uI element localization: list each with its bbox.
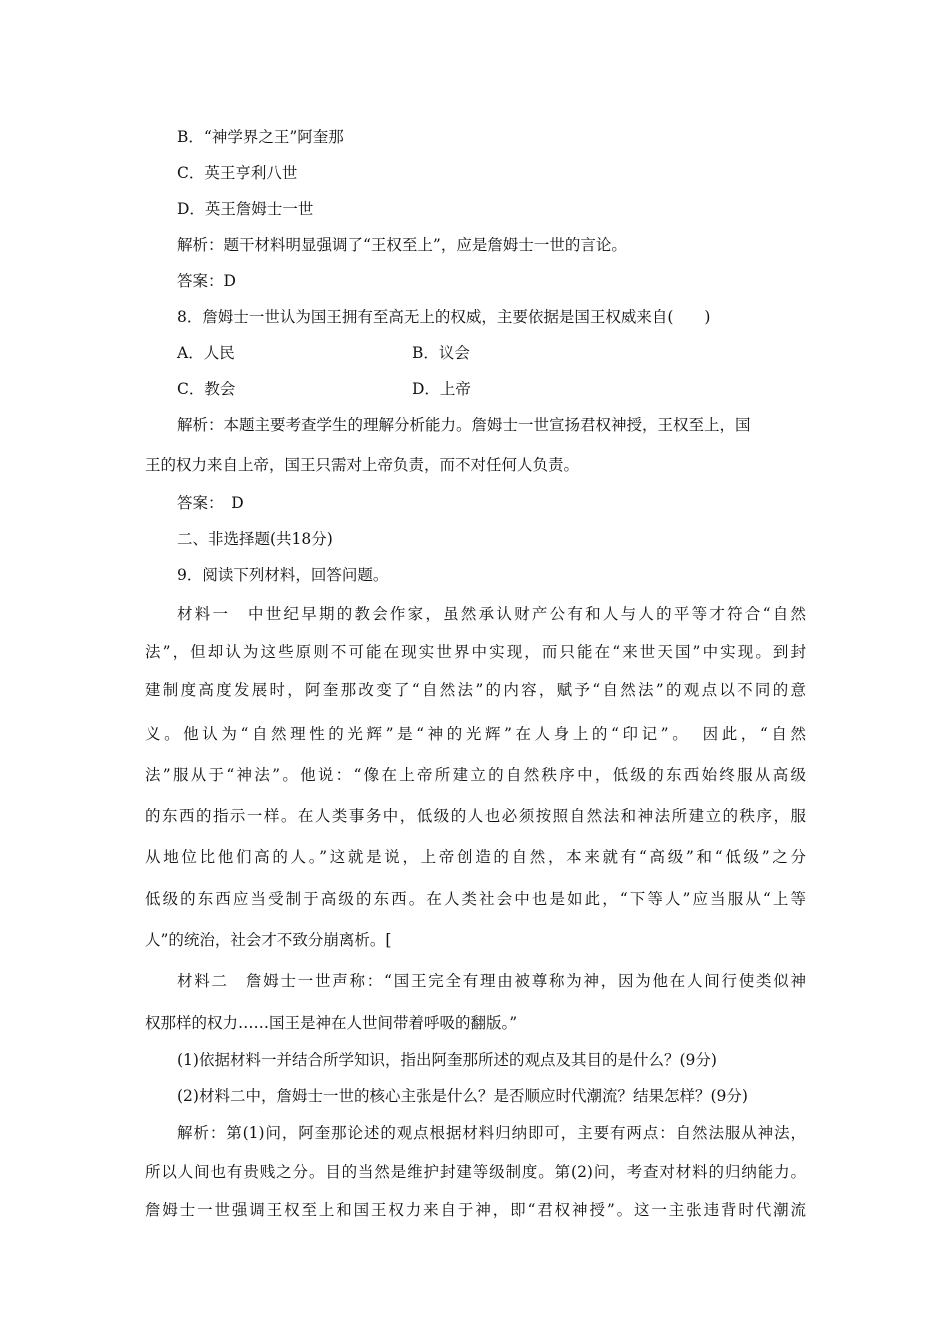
q8-analysis-line: 王的权力来自上帝，国王只需对上帝负责，而不对任何人负责。 xyxy=(145,456,580,474)
q7-analysis: 解析：题干材料明显强调了“王权至上”，应是詹姆士一世的言论。 xyxy=(177,236,627,254)
material1-line: 建制度高度发展时，阿奎那改变了“自然法”的内容，赋予“自然法”的观点以不同的意 xyxy=(145,681,806,699)
material1-line: 材料一 中世纪早期的教会作家，虽然承认财产公有和人与人的平等才符合“自然 xyxy=(177,605,806,623)
q8-option-d: D．上帝 xyxy=(412,380,471,398)
material1-line: 人”的统治，社会才不致分崩离析。[ xyxy=(145,931,392,949)
q8-option-c: C．教会 xyxy=(177,380,236,398)
q9-analysis-line: 所以人间也有贵贱之分。目的当然是维护封建等级制度。第(2)问，考查对材料的归纳能力。 xyxy=(145,1163,806,1181)
material2-line: 材料二 詹姆士一世声称：“国王完全有理由被尊称为神，因为他在人间行使类似神 xyxy=(177,972,806,990)
material2-line: 权那样的权力……国王是神在人世间带着呼吸的翻版。” xyxy=(145,1014,518,1032)
q7-option-c: C．英王亨利八世 xyxy=(177,164,298,182)
section-title: 二、非选择题(共18分) xyxy=(177,530,333,548)
q8-option-b: B．议会 xyxy=(412,344,470,362)
q9-analysis-line: 解析：第(1)问，阿奎那论述的观点根据材料归纳即可，主要有两点：自然法服从神法， xyxy=(177,1124,806,1142)
q9-analysis-line: 詹姆士一世强调王权至上和国王权力来自于神，即“君权神授”。这一主张违背时代潮流 xyxy=(145,1201,806,1219)
q9-sub-question-2: (2)材料二中，詹姆士一世的核心主张是什么？是否顺应时代潮流？结果怎样？(9分) xyxy=(177,1087,748,1105)
material1-line: 的东西的指示一样。在人类事务中，低级的人也必须按照自然法和神法所建立的秩序，服 xyxy=(145,807,806,825)
material1-line: 法”服从于“神法”。他说：“像在上帝所建立的自然秩序中，低级的东西始终服从高级 xyxy=(145,766,806,784)
q7-answer: 答案：D xyxy=(177,272,236,290)
q9-sub-question-1: (1)依据材料一并结合所学知识，指出阿奎那所述的观点及其目的是什么？(9分) xyxy=(177,1051,717,1069)
material1-line: 从地位比他们高的人。”这就是说，上帝创造的自然，本来就有“高级”和“低级”之分 xyxy=(145,848,806,866)
q7-option-b: B．“神学界之王”阿奎那 xyxy=(177,128,344,146)
material1-line: 低级的东西应当受制于高级的东西。在人类社会中也是如此，“下等人”应当服从“上等 xyxy=(145,890,806,908)
material1-line: 法”，但却认为这些原则不可能在现实世界中实现，而只能在“来世天国”中实现。到封 xyxy=(145,643,806,661)
q8-answer: 答案： D xyxy=(177,494,244,512)
q9-title: 9．阅读下列材料，回答问题。 xyxy=(177,566,389,584)
q8-analysis-line: 解析：本题主要考查学生的理解分析能力。詹姆士一世宣扬君权神授，王权至上，国 xyxy=(177,416,751,434)
q7-option-d: D．英王詹姆士一世 xyxy=(177,200,314,218)
q8-option-a: A．人民 xyxy=(177,344,235,362)
material1-line: 义。他认为“自然理性的光辉”是“神的光辉”在人身上的“印记”。 因此，“自然 xyxy=(145,725,806,743)
q8-question: 8．詹姆士一世认为国王拥有至高无上的权威，主要依据是国王权威来自( ) xyxy=(177,308,711,326)
